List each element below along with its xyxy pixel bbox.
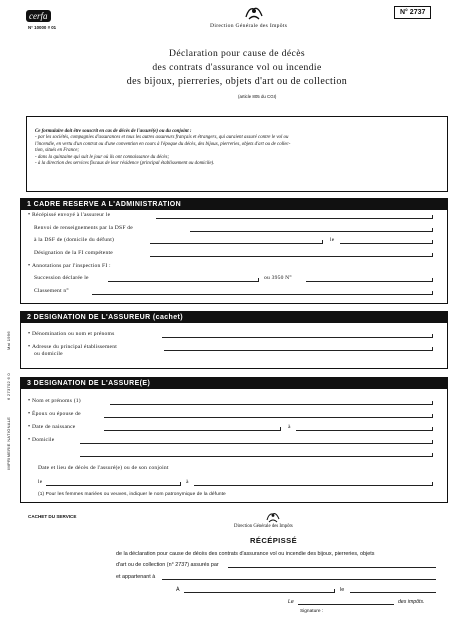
notice-box [26,116,448,192]
deces-label: Date et lieu de décès de l'assuré(e) ou de son conjoint [38,465,169,471]
appartenant-label: et appartenant à [116,574,156,580]
recepisse-text-2: d'art ou de collection (n° 2737) assurés par [116,562,219,568]
epoux-field[interactable] [104,417,432,418]
domicile-field[interactable] [80,443,432,444]
footnote: (1) Pour les femmes mariées ou veuves, indiquer le nom patronymique de la défunte [38,492,226,497]
naissance-field[interactable] [104,430,280,431]
denomination-field[interactable] [162,337,432,338]
designation-fi-label: Désignation de la FI compétente [34,250,113,256]
nom-label: • Nom et prénoms (1) [28,398,81,404]
naissance-lieu-field[interactable] [296,430,432,431]
classement-label: Classement n° [34,288,69,294]
section2-heading: 2 DESIGNATION DE L'ASSUREUR (cachet) [21,312,447,323]
bottom-lieu-field[interactable] [184,592,334,593]
dsf-field[interactable] [150,243,322,244]
designation-fi-field[interactable] [150,256,432,257]
adresse-label-2: ou domicile [34,351,63,357]
side-date: Mai 1996 [6,331,11,350]
section-assureur [20,311,448,369]
notice-line-3: l'incendie, en vertu d'un contrat ou d'une convention en cours à l'époque du décès, des bijoux, pierreries, objets d'art ou de collec- [35,141,291,147]
domicile-field-2[interactable] [80,456,432,457]
cerfa-number: N° 10000 # 01 [28,25,57,30]
side-imprimerie: IMPRIMERIE NATIONALE [6,416,11,470]
adresse-field[interactable] [164,350,432,351]
des-impots-label: des impôts. [398,599,425,605]
annotations-label: • Annotations par l'inspection FI : [28,263,111,269]
notice-line-1: Ce formulaire doit être souscrit en cas de décès de l'assuré(e) ou du conjoint : [35,129,192,134]
succession-field[interactable] [108,281,258,282]
cerfa-logo: cerfa [26,6,51,24]
notice-line-6: - à la direction des services fiscaux de leur résidence (principal établissement ou domicile). [35,161,215,167]
ou-3950-label: ou 3950 N° [264,275,292,281]
agent-field[interactable] [298,604,394,605]
agent-le-label: Le [288,599,294,605]
renvoi-field[interactable] [190,231,432,232]
adresse-label: • Adresse du principal établissement [28,344,117,350]
assures-par-field[interactable] [228,567,436,568]
bottom-direction: Direction Générale des Impôts [234,524,293,529]
epoux-label: • Époux ou épouse de [28,411,81,417]
recepisse-title: RÉCÉPISSÉ [250,536,298,545]
title-line1: Déclaration pour cause de décès [169,48,305,59]
denomination-label: • Dénomination ou nom et prénoms [28,331,115,337]
header-direction: Direction Générale des Impôts [210,23,288,29]
renvoi-label: Renvoi de renseignements par la DSF de [34,225,133,231]
form-number: N° 2737 [394,6,431,19]
bottom-le-label: le [340,587,345,593]
notice-line-5: - dans la quinzaine qui suit le jour où ils ont connaissance du décès; [35,154,170,160]
classement-field[interactable] [92,294,432,295]
ou-3950-field[interactable] [306,281,432,282]
notice-line-2: - par les sociétés, compagnies d'assurances et tous les autres assureurs français et étrangers, qui auraient assuré contre le vol ou [35,135,289,141]
nom-field[interactable] [110,404,432,405]
recepisse-label: • Récépissé envoyé à l'assureur le [28,212,111,218]
section3-heading: 3 DESIGNATION DE L'ASSURE(E) [21,378,447,389]
dsf-label: à la DSF de (domicile du défunt) [34,237,115,243]
dsf-le-label: le [330,237,335,243]
succession-label: Succession déclarée le [34,275,89,281]
naissance-label: • Date de naissance [28,424,76,430]
bottom-a-label: À [176,587,180,593]
bottom-date-field[interactable] [350,592,436,593]
recepisse-text-1: de la déclaration pour cause de décès des contrats d'assurance vol ou incendie des bijoux, pierreries, objets [116,551,375,557]
domicile-label: • Domicile [28,437,55,443]
side-code: 6 273702 6 0 [6,373,11,400]
naissance-a-label: à [288,424,291,430]
title-article: (article 805 du CGI) [238,94,277,99]
deces-date-field[interactable] [46,485,180,486]
title-line2: des contrats d'assurance vol ou incendie [152,62,322,73]
deces-le-label: le [38,479,43,485]
section1-heading: 1 CADRE RESERVE A L'ADMINISTRATION [21,199,447,210]
deces-lieu-field[interactable] [194,485,432,486]
notice-line-4: tion, situés en France; [35,148,80,154]
signature-label: Signature : [300,609,324,614]
appartenant-field[interactable] [162,579,436,580]
cachet-label: CACHET DU SERVICE [28,514,77,519]
recepisse-field[interactable] [156,218,432,219]
dsf-date-field[interactable] [340,243,432,244]
title-line3: des bijoux, pierreries, objets d'art ou de collection [126,76,348,87]
deces-a-label: à [186,479,189,485]
